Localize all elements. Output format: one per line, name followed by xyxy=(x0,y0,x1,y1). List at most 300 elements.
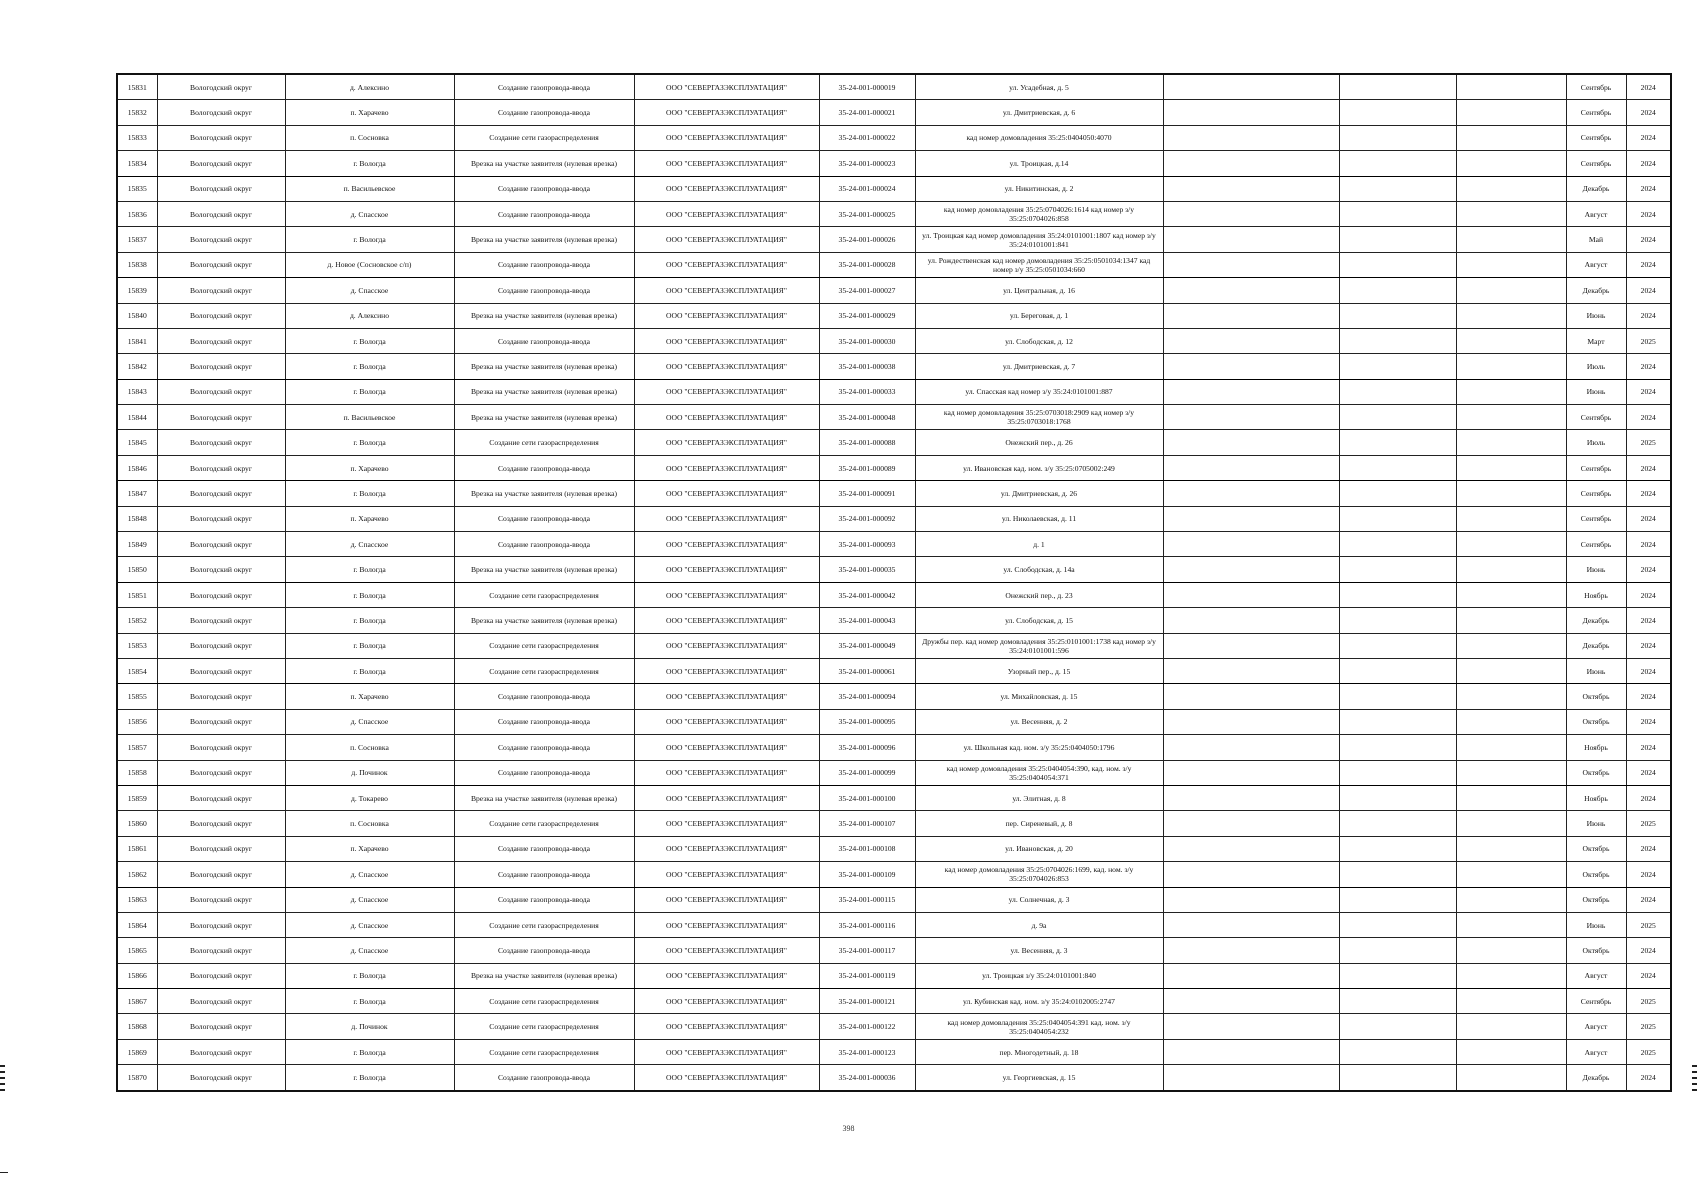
cell-empty-col-2 xyxy=(1339,658,1456,683)
cell-application-number: 35-24-001-000029 xyxy=(819,303,915,328)
cell-settlement: д. Алексино xyxy=(285,74,454,100)
cell-work-type: Врезка на участке заявителя (нулевая врезка) xyxy=(454,785,634,810)
cell-settlement: п. Харачево xyxy=(285,455,454,480)
cell-empty-col-1 xyxy=(1163,938,1339,963)
cell-month: Июль xyxy=(1566,354,1626,379)
cell-month: Сентябрь xyxy=(1566,481,1626,506)
cell-address: ул. Георгиевская, д. 15 xyxy=(915,1065,1163,1091)
cell-application-number: 35-24-001-000048 xyxy=(819,405,915,430)
cell-settlement: г. Вологда xyxy=(285,582,454,607)
cell-year: 2024 xyxy=(1626,963,1671,988)
cell-empty-col-1 xyxy=(1163,760,1339,785)
cell-work-type: Создание газопровода-ввода xyxy=(454,938,634,963)
cell-empty-col-2 xyxy=(1339,735,1456,760)
cell-empty-col-1 xyxy=(1163,455,1339,480)
cell-row-number: 15850 xyxy=(117,557,157,582)
cell-application-number: 35-24-001-000119 xyxy=(819,963,915,988)
cell-work-type: Создание сети газораспределения xyxy=(454,430,634,455)
cell-district: Вологодский округ xyxy=(157,1014,285,1039)
cell-empty-col-3 xyxy=(1456,100,1566,125)
cell-work-type: Создание сети газораспределения xyxy=(454,1039,634,1064)
cell-address: ул. Весенняя, д. 3 xyxy=(915,938,1163,963)
cell-address: ул. Рождественская кад номер домовладения 35:25:0501034:1347 кад номер з/у 35:25:0501034:660 xyxy=(915,252,1163,277)
cell-address: Дружбы пер. кад номер домовладения 35:25:0101001:1738 кад номер з/у 35:24:0101001:596 xyxy=(915,633,1163,658)
cell-empty-col-2 xyxy=(1339,125,1456,150)
cell-month: Июнь xyxy=(1566,811,1626,836)
cell-work-type: Создание газопровода-ввода xyxy=(454,278,634,303)
table-row xyxy=(117,963,1671,988)
cell-district: Вологодский округ xyxy=(157,785,285,810)
cell-empty-col-2 xyxy=(1339,227,1456,252)
cell-empty-col-3 xyxy=(1456,963,1566,988)
page-number: 398 xyxy=(842,1124,855,1133)
table-row xyxy=(117,405,1671,430)
cell-district: Вологодский округ xyxy=(157,811,285,836)
cell-empty-col-2 xyxy=(1339,989,1456,1014)
cell-empty-col-2 xyxy=(1339,176,1456,201)
cell-empty-col-2 xyxy=(1339,1014,1456,1039)
cell-district: Вологодский округ xyxy=(157,684,285,709)
table-row xyxy=(117,735,1671,760)
cell-row-number: 15861 xyxy=(117,836,157,861)
cell-settlement: п. Васильевское xyxy=(285,405,454,430)
cell-work-type: Врезка на участке заявителя (нулевая врезка) xyxy=(454,379,634,404)
cell-district: Вологодский округ xyxy=(157,557,285,582)
cell-empty-col-1 xyxy=(1163,887,1339,912)
table-row xyxy=(117,582,1671,607)
cell-empty-col-3 xyxy=(1456,176,1566,201)
cell-month: Август xyxy=(1566,1014,1626,1039)
table-row xyxy=(117,1039,1671,1064)
cell-address: кад номер домовладения 35:25:0404054:390, кад. ном. з/у 35:25:0404054:371 xyxy=(915,760,1163,785)
scan-mark-left xyxy=(0,1065,5,1095)
cell-month: Ноябрь xyxy=(1566,735,1626,760)
cell-empty-col-2 xyxy=(1339,811,1456,836)
cell-row-number: 15866 xyxy=(117,963,157,988)
cell-settlement: г. Вологда xyxy=(285,481,454,506)
cell-year: 2024 xyxy=(1626,582,1671,607)
cell-application-number: 35-24-001-000022 xyxy=(819,125,915,150)
cell-empty-col-1 xyxy=(1163,379,1339,404)
cell-contractor: ООО "СЕВЕРГАЗЭКСПЛУАТАЦИЯ" xyxy=(634,811,819,836)
cell-empty-col-3 xyxy=(1456,633,1566,658)
cell-settlement: г. Вологда xyxy=(285,328,454,353)
cell-empty-col-1 xyxy=(1163,735,1339,760)
cell-empty-col-3 xyxy=(1456,836,1566,861)
cell-empty-col-2 xyxy=(1339,379,1456,404)
cell-contractor: ООО "СЕВЕРГАЗЭКСПЛУАТАЦИЯ" xyxy=(634,785,819,810)
cell-application-number: 35-24-001-000061 xyxy=(819,658,915,683)
cell-district: Вологодский округ xyxy=(157,125,285,150)
cell-empty-col-1 xyxy=(1163,252,1339,277)
cell-address: ул. Дмитриевская, д. 7 xyxy=(915,354,1163,379)
cell-address: ул. Солнечная, д. 3 xyxy=(915,887,1163,912)
cell-year: 2024 xyxy=(1626,760,1671,785)
cell-row-number: 15857 xyxy=(117,735,157,760)
cell-application-number: 35-24-001-000092 xyxy=(819,506,915,531)
cell-empty-col-3 xyxy=(1456,227,1566,252)
cell-empty-col-3 xyxy=(1456,532,1566,557)
cell-month: Октябрь xyxy=(1566,684,1626,709)
cell-month: Июнь xyxy=(1566,379,1626,404)
table-row xyxy=(117,201,1671,226)
cell-year: 2025 xyxy=(1626,328,1671,353)
cell-work-type: Создание сети газораспределения xyxy=(454,912,634,937)
table-row xyxy=(117,379,1671,404)
cell-contractor: ООО "СЕВЕРГАЗЭКСПЛУАТАЦИЯ" xyxy=(634,963,819,988)
cell-settlement: д. Спасское xyxy=(285,938,454,963)
cell-empty-col-2 xyxy=(1339,430,1456,455)
cell-settlement: п. Харачево xyxy=(285,506,454,531)
cell-contractor: ООО "СЕВЕРГАЗЭКСПЛУАТАЦИЯ" xyxy=(634,506,819,531)
cell-row-number: 15845 xyxy=(117,430,157,455)
cell-empty-col-3 xyxy=(1456,430,1566,455)
cell-empty-col-1 xyxy=(1163,633,1339,658)
cell-empty-col-2 xyxy=(1339,836,1456,861)
cell-application-number: 35-24-001-000033 xyxy=(819,379,915,404)
cell-settlement: г. Вологда xyxy=(285,608,454,633)
cell-application-number: 35-24-001-000088 xyxy=(819,430,915,455)
cell-year: 2025 xyxy=(1626,811,1671,836)
cell-row-number: 15841 xyxy=(117,328,157,353)
cell-settlement: г. Вологда xyxy=(285,379,454,404)
cell-address: ул. Никитинская, д. 2 xyxy=(915,176,1163,201)
cell-contractor: ООО "СЕВЕРГАЗЭКСПЛУАТАЦИЯ" xyxy=(634,74,819,100)
cell-settlement: г. Вологда xyxy=(285,658,454,683)
cell-year: 2024 xyxy=(1626,785,1671,810)
cell-year: 2024 xyxy=(1626,74,1671,100)
table-row xyxy=(117,785,1671,810)
table-row xyxy=(117,532,1671,557)
table-row xyxy=(117,328,1671,353)
table-row xyxy=(117,938,1671,963)
table-row xyxy=(117,862,1671,887)
cell-empty-col-2 xyxy=(1339,684,1456,709)
cell-empty-col-2 xyxy=(1339,1039,1456,1064)
cell-contractor: ООО "СЕВЕРГАЗЭКСПЛУАТАЦИЯ" xyxy=(634,658,819,683)
cell-year: 2024 xyxy=(1626,938,1671,963)
cell-year: 2025 xyxy=(1626,1039,1671,1064)
table-row xyxy=(117,557,1671,582)
cell-settlement: г. Вологда xyxy=(285,227,454,252)
cell-year: 2024 xyxy=(1626,506,1671,531)
cell-year: 2024 xyxy=(1626,151,1671,176)
cell-empty-col-1 xyxy=(1163,1039,1339,1064)
cell-empty-col-3 xyxy=(1456,506,1566,531)
cell-empty-col-1 xyxy=(1163,785,1339,810)
cell-settlement: г. Вологда xyxy=(285,1039,454,1064)
cell-work-type: Создание сети газораспределения xyxy=(454,811,634,836)
cell-application-number: 35-24-001-000023 xyxy=(819,151,915,176)
cell-month: Июнь xyxy=(1566,912,1626,937)
cell-work-type: Создание газопровода-ввода xyxy=(454,176,634,201)
cell-empty-col-1 xyxy=(1163,1065,1339,1091)
cell-settlement: д. Спасское xyxy=(285,278,454,303)
table-row xyxy=(117,658,1671,683)
cell-empty-col-1 xyxy=(1163,557,1339,582)
cell-district: Вологодский округ xyxy=(157,252,285,277)
cell-contractor: ООО "СЕВЕРГАЗЭКСПЛУАТАЦИЯ" xyxy=(634,709,819,734)
cell-empty-col-2 xyxy=(1339,328,1456,353)
cell-empty-col-3 xyxy=(1456,811,1566,836)
cell-district: Вологодский округ xyxy=(157,379,285,404)
cell-work-type: Создание газопровода-ввода xyxy=(454,74,634,100)
cell-contractor: ООО "СЕВЕРГАЗЭКСПЛУАТАЦИЯ" xyxy=(634,912,819,937)
cell-address: ул. Кубинская кад. ном. з/у 35:24:0102005:2747 xyxy=(915,989,1163,1014)
cell-row-number: 15856 xyxy=(117,709,157,734)
cell-settlement: п. Харачево xyxy=(285,684,454,709)
cell-settlement: п. Харачево xyxy=(285,100,454,125)
table-row xyxy=(117,176,1671,201)
cell-contractor: ООО "СЕВЕРГАЗЭКСПЛУАТАЦИЯ" xyxy=(634,989,819,1014)
cell-work-type: Врезка на участке заявителя (нулевая врезка) xyxy=(454,354,634,379)
cell-district: Вологодский округ xyxy=(157,582,285,607)
cell-contractor: ООО "СЕВЕРГАЗЭКСПЛУАТАЦИЯ" xyxy=(634,303,819,328)
table-row xyxy=(117,811,1671,836)
cell-empty-col-2 xyxy=(1339,938,1456,963)
cell-address: ул. Дмитриевская, д. 26 xyxy=(915,481,1163,506)
table-row xyxy=(117,506,1671,531)
cell-row-number: 15855 xyxy=(117,684,157,709)
cell-month: Июль xyxy=(1566,430,1626,455)
cell-settlement: д. Алексино xyxy=(285,303,454,328)
cell-contractor: ООО "СЕВЕРГАЗЭКСПЛУАТАЦИЯ" xyxy=(634,938,819,963)
cell-empty-col-1 xyxy=(1163,100,1339,125)
cell-application-number: 35-24-001-000026 xyxy=(819,227,915,252)
cell-empty-col-1 xyxy=(1163,506,1339,531)
cell-application-number: 35-24-001-000100 xyxy=(819,785,915,810)
cell-empty-col-2 xyxy=(1339,582,1456,607)
cell-district: Вологодский округ xyxy=(157,963,285,988)
cell-application-number: 35-24-001-000030 xyxy=(819,328,915,353)
cell-empty-col-2 xyxy=(1339,481,1456,506)
cell-month: Август xyxy=(1566,201,1626,226)
cell-contractor: ООО "СЕВЕРГАЗЭКСПЛУАТАЦИЯ" xyxy=(634,557,819,582)
cell-address: пер. Многодетный, д. 18 xyxy=(915,1039,1163,1064)
cell-row-number: 15862 xyxy=(117,862,157,887)
connections-table xyxy=(116,73,1672,1092)
cell-work-type: Создание сети газораспределения xyxy=(454,633,634,658)
cell-contractor: ООО "СЕВЕРГАЗЭКСПЛУАТАЦИЯ" xyxy=(634,379,819,404)
cell-contractor: ООО "СЕВЕРГАЗЭКСПЛУАТАЦИЯ" xyxy=(634,151,819,176)
cell-year: 2024 xyxy=(1626,201,1671,226)
cell-contractor: ООО "СЕВЕРГАЗЭКСПЛУАТАЦИЯ" xyxy=(634,252,819,277)
cell-month: Декабрь xyxy=(1566,1065,1626,1091)
cell-empty-col-3 xyxy=(1456,938,1566,963)
cell-application-number: 35-24-001-000099 xyxy=(819,760,915,785)
cell-contractor: ООО "СЕВЕРГАЗЭКСПЛУАТАЦИЯ" xyxy=(634,176,819,201)
cell-month: Ноябрь xyxy=(1566,582,1626,607)
cell-work-type: Врезка на участке заявителя (нулевая врезка) xyxy=(454,557,634,582)
cell-work-type: Врезка на участке заявителя (нулевая врезка) xyxy=(454,303,634,328)
cell-district: Вологодский округ xyxy=(157,278,285,303)
cell-settlement: п. Васильевское xyxy=(285,176,454,201)
cell-address: кад номер домовладения 35:25:0704026:1614 кад номер з/у 35:25:0704026:858 xyxy=(915,201,1163,226)
cell-year: 2024 xyxy=(1626,608,1671,633)
cell-settlement: п. Сосновка xyxy=(285,125,454,150)
cell-empty-col-3 xyxy=(1456,608,1566,633)
cell-district: Вологодский округ xyxy=(157,532,285,557)
cell-application-number: 35-24-001-000089 xyxy=(819,455,915,480)
cell-empty-col-2 xyxy=(1339,608,1456,633)
cell-application-number: 35-24-001-000093 xyxy=(819,532,915,557)
cell-settlement: д. Спасское xyxy=(285,912,454,937)
table-row xyxy=(117,303,1671,328)
cell-month: Сентябрь xyxy=(1566,532,1626,557)
cell-settlement: д. Спасское xyxy=(285,887,454,912)
cell-empty-col-2 xyxy=(1339,405,1456,430)
cell-empty-col-2 xyxy=(1339,532,1456,557)
table-row xyxy=(117,481,1671,506)
cell-row-number: 15849 xyxy=(117,532,157,557)
cell-work-type: Создание сети газораспределения xyxy=(454,582,634,607)
cell-empty-col-1 xyxy=(1163,227,1339,252)
cell-empty-col-2 xyxy=(1339,887,1456,912)
cell-month: Сентябрь xyxy=(1566,74,1626,100)
cell-district: Вологодский округ xyxy=(157,633,285,658)
cell-application-number: 35-24-001-000024 xyxy=(819,176,915,201)
table-row xyxy=(117,887,1671,912)
cell-address: ул. Николаевская, д. 11 xyxy=(915,506,1163,531)
cell-year: 2024 xyxy=(1626,405,1671,430)
cell-settlement: д. Токарево xyxy=(285,785,454,810)
cell-district: Вологодский округ xyxy=(157,405,285,430)
cell-year: 2024 xyxy=(1626,481,1671,506)
cell-row-number: 15870 xyxy=(117,1065,157,1091)
cell-month: Ноябрь xyxy=(1566,785,1626,810)
cell-empty-col-2 xyxy=(1339,303,1456,328)
cell-year: 2024 xyxy=(1626,658,1671,683)
cell-month: Декабрь xyxy=(1566,176,1626,201)
cell-row-number: 15868 xyxy=(117,1014,157,1039)
cell-contractor: ООО "СЕВЕРГАЗЭКСПЛУАТАЦИЯ" xyxy=(634,1014,819,1039)
table-row xyxy=(117,455,1671,480)
cell-row-number: 15853 xyxy=(117,633,157,658)
cell-district: Вологодский округ xyxy=(157,608,285,633)
cell-row-number: 15835 xyxy=(117,176,157,201)
cell-empty-col-1 xyxy=(1163,862,1339,887)
cell-address: ул. Спасская кад номер з/у 35:24:0101001:887 xyxy=(915,379,1163,404)
cell-month: Март xyxy=(1566,328,1626,353)
cell-contractor: ООО "СЕВЕРГАЗЭКСПЛУАТАЦИЯ" xyxy=(634,862,819,887)
cell-year: 2024 xyxy=(1626,684,1671,709)
cell-district: Вологодский округ xyxy=(157,328,285,353)
cell-contractor: ООО "СЕВЕРГАЗЭКСПЛУАТАЦИЯ" xyxy=(634,278,819,303)
cell-work-type: Создание сети газораспределения xyxy=(454,1014,634,1039)
cell-empty-col-3 xyxy=(1456,582,1566,607)
cell-application-number: 35-24-001-000107 xyxy=(819,811,915,836)
cell-address: кад номер домовладения 35:25:0404050:4070 xyxy=(915,125,1163,150)
cell-empty-col-1 xyxy=(1163,151,1339,176)
table-row xyxy=(117,989,1671,1014)
cell-contractor: ООО "СЕВЕРГАЗЭКСПЛУАТАЦИЯ" xyxy=(634,354,819,379)
cell-district: Вологодский округ xyxy=(157,176,285,201)
cell-work-type: Создание газопровода-ввода xyxy=(454,201,634,226)
cell-application-number: 35-24-001-000121 xyxy=(819,989,915,1014)
cell-year: 2025 xyxy=(1626,989,1671,1014)
cell-contractor: ООО "СЕВЕРГАЗЭКСПЛУАТАЦИЯ" xyxy=(634,430,819,455)
cell-settlement: г. Вологда xyxy=(285,633,454,658)
cell-empty-col-3 xyxy=(1456,379,1566,404)
cell-month: Декабрь xyxy=(1566,633,1626,658)
table-row xyxy=(117,608,1671,633)
cell-district: Вологодский округ xyxy=(157,836,285,861)
table-body xyxy=(117,74,1671,1091)
cell-application-number: 35-24-001-000108 xyxy=(819,836,915,861)
cell-settlement: г. Вологда xyxy=(285,989,454,1014)
cell-empty-col-3 xyxy=(1456,201,1566,226)
cell-application-number: 35-24-001-000094 xyxy=(819,684,915,709)
cell-address: ул. Ивановская кад. ном. з/у 35:25:0705002:249 xyxy=(915,455,1163,480)
cell-address: кад номер домовладения 35:25:0404054:391 кад. ном. з/у 35:25:0404054:232 xyxy=(915,1014,1163,1039)
cell-month: Сентябрь xyxy=(1566,989,1626,1014)
cell-contractor: ООО "СЕВЕРГАЗЭКСПЛУАТАЦИЯ" xyxy=(634,582,819,607)
cell-empty-col-2 xyxy=(1339,74,1456,100)
cell-work-type: Создание газопровода-ввода xyxy=(454,760,634,785)
cell-month: Август xyxy=(1566,1039,1626,1064)
cell-district: Вологодский округ xyxy=(157,1039,285,1064)
cell-empty-col-3 xyxy=(1456,405,1566,430)
cell-year: 2024 xyxy=(1626,1065,1671,1091)
table-row xyxy=(117,125,1671,150)
cell-settlement: п. Сосновка xyxy=(285,735,454,760)
cell-empty-col-1 xyxy=(1163,532,1339,557)
cell-application-number: 35-24-001-000091 xyxy=(819,481,915,506)
cell-district: Вологодский округ xyxy=(157,151,285,176)
cell-address: ул. Слободская, д. 14а xyxy=(915,557,1163,582)
cell-address: д. 9а xyxy=(915,912,1163,937)
cell-row-number: 15842 xyxy=(117,354,157,379)
cell-district: Вологодский округ xyxy=(157,1065,285,1091)
table-row xyxy=(117,354,1671,379)
cell-year: 2024 xyxy=(1626,354,1671,379)
cell-address: ул. Элитная, д. 8 xyxy=(915,785,1163,810)
cell-empty-col-2 xyxy=(1339,506,1456,531)
cell-row-number: 15867 xyxy=(117,989,157,1014)
cell-row-number: 15863 xyxy=(117,887,157,912)
cell-district: Вологодский округ xyxy=(157,227,285,252)
cell-row-number: 15837 xyxy=(117,227,157,252)
cell-address: ул. Троицкая, д.14 xyxy=(915,151,1163,176)
cell-month: Октябрь xyxy=(1566,862,1626,887)
cell-empty-col-1 xyxy=(1163,481,1339,506)
cell-work-type: Создание газопровода-ввода xyxy=(454,709,634,734)
cell-address: Узорный пер., д. 15 xyxy=(915,658,1163,683)
cell-row-number: 15834 xyxy=(117,151,157,176)
cell-month: Июнь xyxy=(1566,658,1626,683)
cell-month: Октябрь xyxy=(1566,887,1626,912)
cell-year: 2024 xyxy=(1626,125,1671,150)
cell-empty-col-3 xyxy=(1456,557,1566,582)
cell-settlement: г. Вологда xyxy=(285,354,454,379)
cell-contractor: ООО "СЕВЕРГАЗЭКСПЛУАТАЦИЯ" xyxy=(634,1065,819,1091)
cell-application-number: 35-24-001-000116 xyxy=(819,912,915,937)
cell-empty-col-3 xyxy=(1456,354,1566,379)
cell-empty-col-2 xyxy=(1339,633,1456,658)
cell-month: Октябрь xyxy=(1566,709,1626,734)
cell-work-type: Создание газопровода-ввода xyxy=(454,1065,634,1091)
cell-application-number: 35-24-001-000025 xyxy=(819,201,915,226)
cell-row-number: 15858 xyxy=(117,760,157,785)
cell-year: 2024 xyxy=(1626,836,1671,861)
cell-empty-col-3 xyxy=(1456,658,1566,683)
cell-settlement: д. Спасское xyxy=(285,862,454,887)
cell-row-number: 15833 xyxy=(117,125,157,150)
cell-contractor: ООО "СЕВЕРГАЗЭКСПЛУАТАЦИЯ" xyxy=(634,100,819,125)
table-row xyxy=(117,709,1671,734)
cell-year: 2024 xyxy=(1626,633,1671,658)
cell-month: Октябрь xyxy=(1566,760,1626,785)
